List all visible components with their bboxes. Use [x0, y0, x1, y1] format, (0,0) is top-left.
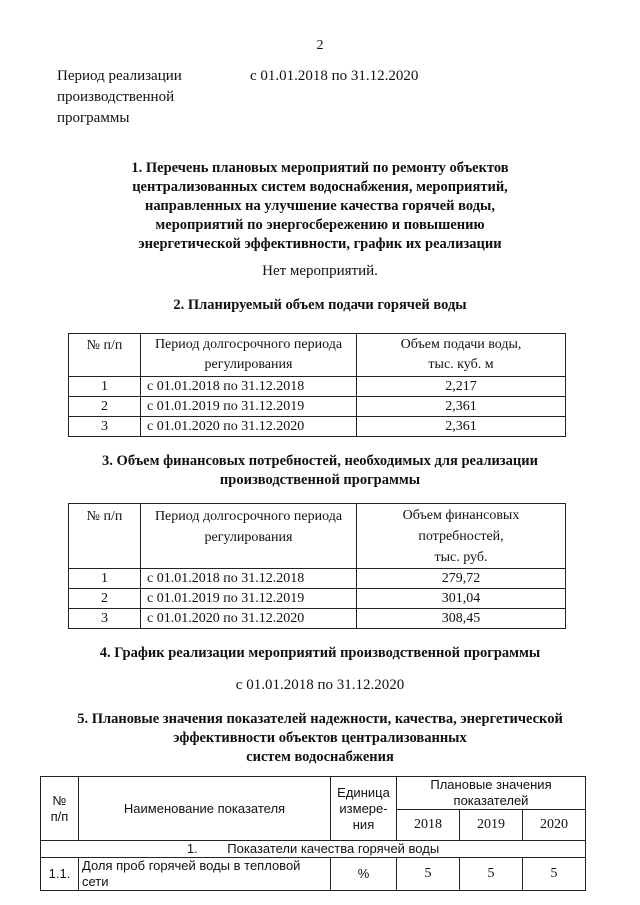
- header-period-line: Период долгосрочного периода: [154, 337, 343, 352]
- header-year: 2020: [523, 810, 586, 841]
- cell-period: с 01.01.2019 по 31.12.2019: [141, 589, 357, 609]
- table-row: [41, 858, 586, 891]
- cell-num: 1: [69, 377, 141, 397]
- cell-num: 2: [69, 397, 141, 417]
- table-row: [69, 397, 566, 417]
- table-header-row: [69, 334, 566, 377]
- section4-title: 4. График реализации мероприятий производственной программы: [99, 645, 541, 661]
- section5-title-line: 5. Плановые значения показателей надежности, качества, энергетической: [77, 711, 563, 727]
- header-num-line: п/п: [50, 808, 69, 824]
- header-planned-values: Плановые значения показателей: [397, 777, 586, 810]
- period-label-line: программы: [57, 110, 130, 126]
- header-period-line: Период долгосрочного периода: [154, 509, 343, 524]
- header-year: 2019: [460, 810, 523, 841]
- header-period: [141, 334, 357, 377]
- cell-value: 279,72: [357, 569, 566, 589]
- period-label-line: производственной: [57, 89, 175, 105]
- header-value-line: Объем финансовых: [402, 507, 520, 523]
- period-label: [57, 66, 182, 129]
- section1-title-line: мероприятий по энергосбережению и повышению: [155, 217, 485, 233]
- cell-value: 301,04: [357, 589, 566, 609]
- cell-value-2018: 5: [397, 858, 460, 891]
- section1-title-line: энергетической эффективности, график их реализации: [138, 236, 502, 252]
- table-header-row: [41, 777, 586, 810]
- section1-title: [40, 159, 600, 254]
- section5-title-line: систем водоснабжения: [246, 749, 394, 765]
- header-num: № п/п: [69, 504, 141, 569]
- header-value: [357, 504, 566, 569]
- cell-period: с 01.01.2019 по 31.12.2019: [141, 397, 357, 417]
- indicators-table: [40, 776, 586, 891]
- group-heading: [41, 841, 586, 858]
- group-num: 1.: [186, 841, 198, 856]
- header-unit-line: Единица: [337, 784, 390, 800]
- cell-unit: %: [331, 858, 397, 891]
- header-value-line: потребностей,: [418, 528, 504, 544]
- table-row: [69, 417, 566, 437]
- header-value: [357, 334, 566, 377]
- cell-value-2020: 5: [523, 858, 586, 891]
- header-period-line: регулирования: [204, 357, 293, 372]
- cell-period: с 01.01.2020 по 31.12.2020: [141, 609, 357, 629]
- financial-needs-table: [68, 503, 566, 629]
- header-unit-line: измере-: [339, 800, 388, 816]
- table-group-row: [41, 841, 586, 858]
- section3-title-line: 3. Объем финансовых потребностей, необходимых для реализации: [102, 453, 538, 469]
- cell-value: 2,361: [357, 417, 566, 437]
- cell-num: 1: [69, 569, 141, 589]
- group-title: Показатели качества горячей воды: [227, 841, 440, 856]
- header-num: [41, 777, 79, 841]
- period-label-line: Период реализации: [57, 68, 182, 84]
- cell-period: с 01.01.2020 по 31.12.2020: [141, 417, 357, 437]
- header-period-line: регулирования: [204, 530, 293, 545]
- header-indicator-name: Наименование показателя: [79, 777, 331, 841]
- section5-title-line: эффективности объектов централизованных: [173, 730, 467, 746]
- header-num-line: №: [52, 792, 67, 808]
- cell-indicator-name: Доля проб горячей воды в тепловой сети: [79, 858, 331, 891]
- table-row: [69, 569, 566, 589]
- cell-value-2019: 5: [460, 858, 523, 891]
- header-year: 2018: [397, 810, 460, 841]
- section5-title: [40, 710, 600, 767]
- header-unit: [331, 777, 397, 841]
- table-row: [69, 589, 566, 609]
- section1-title-line: направленных на улучшение качества горячей воды,: [144, 198, 495, 214]
- cell-num: 3: [69, 417, 141, 437]
- section3-title: [40, 452, 600, 490]
- section1-text: Нет мероприятий.: [262, 263, 378, 279]
- section1-title-line: 1. Перечень плановых мероприятий по ремонту объектов: [131, 160, 509, 176]
- water-volume-table: [68, 333, 566, 437]
- header-value-line: Объем подачи воды,: [400, 337, 522, 352]
- header-value-line: тыс. руб.: [434, 549, 488, 565]
- header-unit-line: ния: [352, 816, 375, 832]
- table-row: [69, 609, 566, 629]
- section4-text: с 01.01.2018 по 31.12.2020: [235, 677, 405, 693]
- table-header-row: [69, 504, 566, 569]
- cell-num: 3: [69, 609, 141, 629]
- cell-value: 308,45: [357, 609, 566, 629]
- header-value-line: тыс. куб. м: [428, 357, 494, 372]
- section3-title-line: производственной программы: [219, 472, 421, 488]
- cell-num: 1.1.: [41, 858, 79, 891]
- cell-value: 2,361: [357, 397, 566, 417]
- header-period: [141, 504, 357, 569]
- table-row: [69, 377, 566, 397]
- page-number: 2: [316, 38, 324, 53]
- cell-value: 2,217: [357, 377, 566, 397]
- cell-num: 2: [69, 589, 141, 609]
- period-value: с 01.01.2018 по 31.12.2020: [250, 68, 419, 84]
- section2-title: 2. Планируемый объем подачи горячей воды: [173, 297, 467, 313]
- section1-title-line: централизованных систем водоснабжения, мероприятий,: [132, 179, 508, 195]
- cell-period: с 01.01.2018 по 31.12.2018: [141, 377, 357, 397]
- cell-period: с 01.01.2018 по 31.12.2018: [141, 569, 357, 589]
- header-num: № п/п: [69, 334, 141, 377]
